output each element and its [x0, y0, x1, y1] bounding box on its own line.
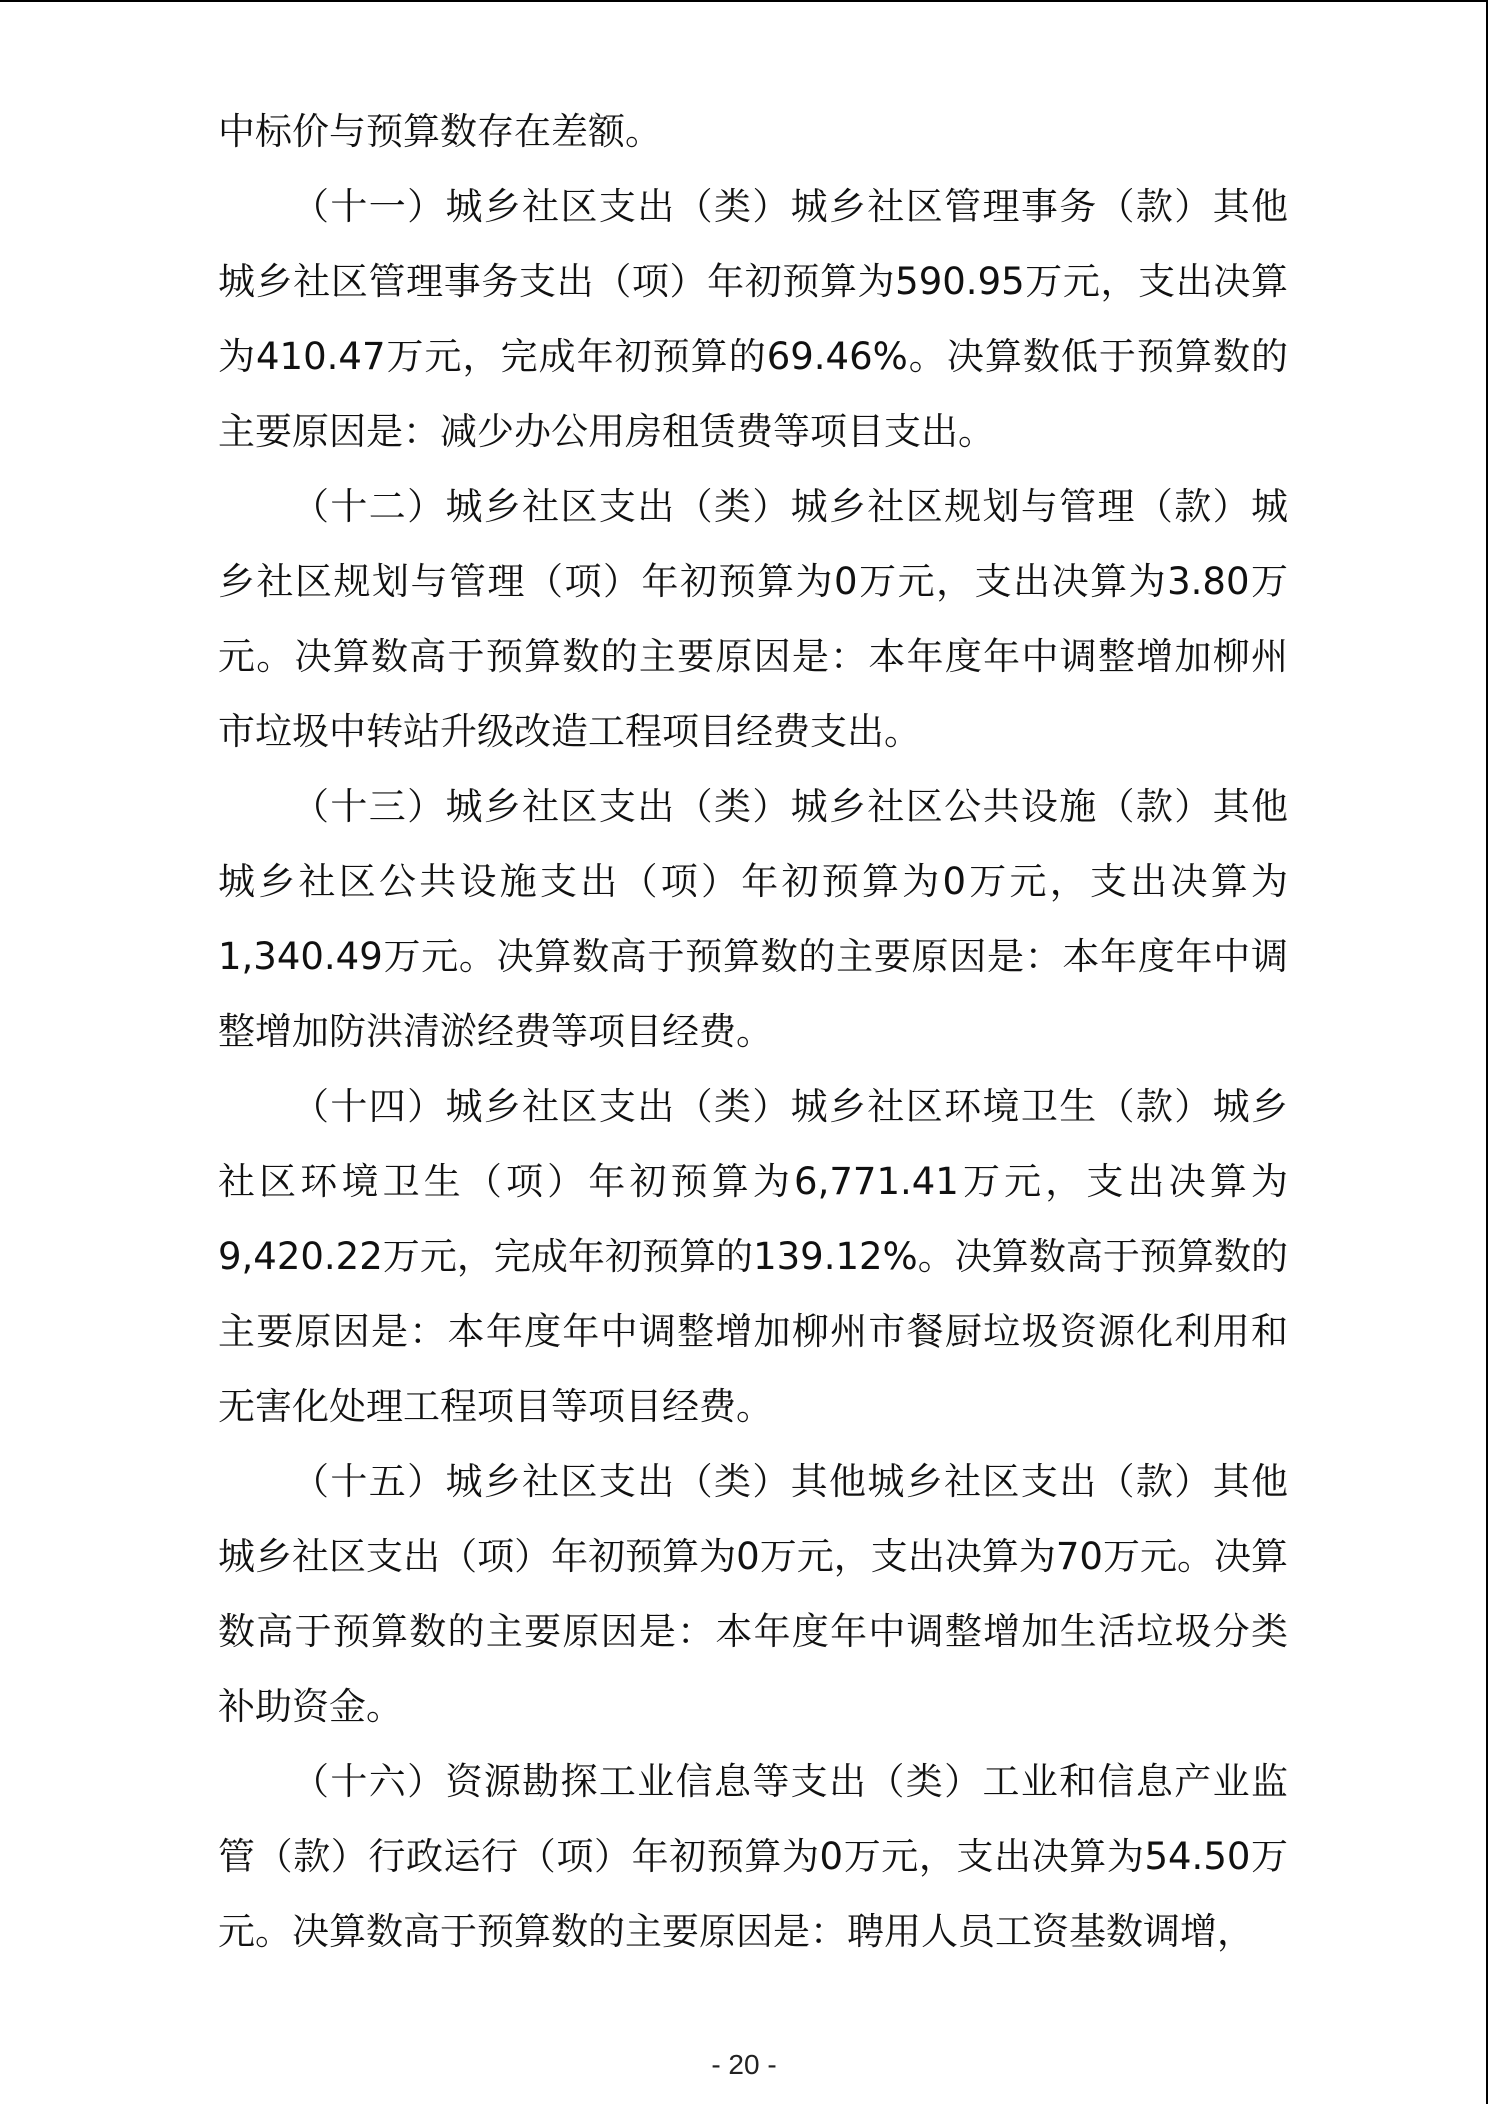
paragraph-item-11: （十一）城乡社区支出（类）城乡社区管理事务（款）其他城乡社区管理事务支出（项）年初预算为590.95万元，支出决算为410.47万元，完成年初预算的69.46%。决算数低于预算数的主要原因是：减少办公用房租赁费等项目支出。 — [218, 185, 1288, 453]
paragraph-item-16: （十六）资源勘探工业信息等支出（类）工业和信息产业监管（款）行政运行（项）年初预算为0万元，支出决算为54.50万元。决算数高于预算数的主要原因是：聘用人员工资基数调增， — [218, 1760, 1288, 1953]
paragraph-item-15: （十五）城乡社区支出（类）其他城乡社区支出（款）其他城乡社区支出（项）年初预算为0万元，支出决算为70万元。决算数高于预算数的主要原因是：本年度年中调整增加生活垃圾分类补助资金。 — [218, 1460, 1288, 1728]
paragraph-item-14: （十四）城乡社区支出（类）城乡社区环境卫生（款）城乡社区环境卫生（项）年初预算为6,771.41万元，支出决算为9,420.22万元，完成年初预算的139.12%。决算数高于预算数的主要原因是：本年度年中调整增加柳州市餐厨垃圾资源化利用和无害化处理工程项目等项目经费。 — [218, 1085, 1288, 1428]
paragraph-item-13: （十三）城乡社区支出（类）城乡社区公共设施（款）其他城乡社区公共设施支出（项）年初预算为0万元，支出决算为1,340.49万元。决算数高于预算数的主要原因是：本年度年中调整增加防洪清淤经费等项目经费。 — [218, 785, 1288, 1053]
paragraph-continuation: 中标价与预算数存在差额。 — [218, 110, 662, 153]
body-text — [218, 94, 1288, 1969]
paragraph-item-12: （十二）城乡社区支出（类）城乡社区规划与管理（款）城乡社区规划与管理（项）年初预算为0万元，支出决算为3.80万元。决算数高于预算数的主要原因是：本年度年中调整增加柳州市垃圾中转站升级改造工程项目经费支出。 — [218, 485, 1288, 753]
page-number: - 20 - — [711, 2049, 777, 2080]
